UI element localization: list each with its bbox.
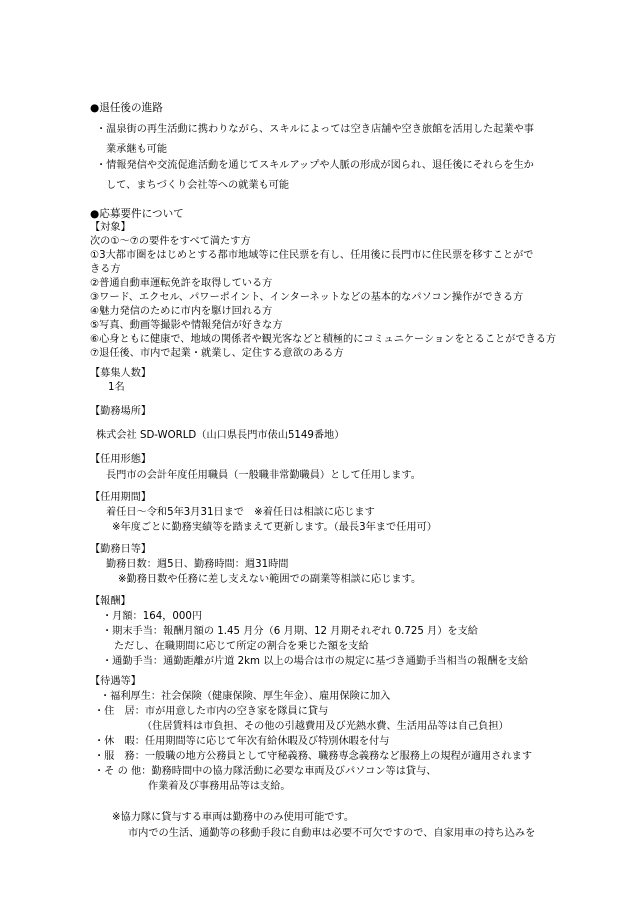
period-line-1: 着任日～令和5年3月31日まで ※着任日は相談に応じます [106, 507, 375, 518]
recruit-value: 1名 [108, 382, 125, 393]
note-line-1: ※協力隊に貸与する車両は勤務中のみ使用可能です。 [112, 812, 355, 823]
workdays-label: 【勤務日等】 [90, 544, 152, 555]
target-item: ⑥心身ともに健康で、地域の関係者や観光客などと積極的にコミュニケーションをとることができる方 [90, 334, 557, 345]
treatment-line-4: ・休 暇：任用期間等に応じて年次有給休暇及び特別休暇を付与 [94, 736, 390, 747]
target-intro: 次の①～⑦の要件をすべて満たす方 [90, 236, 251, 247]
treatment-line-3: （住居賃料は市負担、その他の引越費用及び光熱水費、生活用品等は自己負担） [142, 721, 509, 732]
pay-line-1: ・月額：164，000円 [102, 611, 203, 622]
treatment-label: 【待遇等】 [90, 676, 141, 687]
retirement-bullet-2-line-1: ・情報発信や交流促進活動を通じてスキルアップや人脈の形成が図られ、退任後にそれらを生か [96, 160, 534, 171]
pay-line-4: ・通勤手当：通勤距離が片道 2km 以上の場合は市の規定に基づき通勤手当相当の報酬を支給 [102, 656, 529, 667]
retirement-bullet-1-line-2: 業承継も可能 [106, 144, 168, 155]
form-label: 【任用形態】 [90, 454, 152, 465]
target-item: ②普通自動車運転免許を取得している方 [90, 278, 273, 289]
retirement-bullet-1-line-1: ・温泉街の再生活動に携わりながら、スキルによっては空き店舗や空き旅館を活用した起業や事 [96, 124, 534, 135]
requirements-heading: ●応募要件について [90, 208, 184, 220]
note-line-2: 市内での生活、通勤等の移動手段に自動車は必要不可欠ですので、自家用車の持ち込みを [128, 828, 536, 839]
retirement-heading: ●退任後の進路 [90, 102, 163, 114]
form-value: 長門市の会計年度任用職員（一般職非常勤職員）として任用します。 [106, 470, 421, 481]
period-label: 【任用期間】 [90, 492, 152, 503]
workdays-line-1: 勤務日数：週5日、勤務時間：週31時間 [106, 559, 289, 570]
target-item: ①3大都市圏をはじめとする都市地域等に住民票を有し、任用後に長門市に住民票を移すことがで [90, 250, 534, 261]
pay-label: 【報酬】 [90, 596, 131, 607]
treatment-line-2: ・住 居：市が用意した市内の空き家を隊員に貸与 [94, 706, 329, 717]
target-item: ④魅力発信のために市内を駆け回れる方 [90, 306, 273, 317]
target-item: きる方 [90, 264, 121, 275]
workplace-value: 株式会社 SD-WORLD（山口県長門市俵山5149番地） [96, 430, 345, 441]
workdays-line-2: ※勤務日数や任務に差し支えない範囲での副業等相談に応じます。 [118, 574, 422, 585]
treatment-line-5: ・服 務：一般職の地方公務員として守秘義務、職務専念義務など服務上の規程が適用されます [94, 751, 533, 762]
treatment-line-1: ・福利厚生：社会保険（健康保険、厚生年金）、雇用保険に加入 [100, 691, 391, 702]
recruit-label: 【募集人数】 [90, 368, 152, 379]
pay-line-2: ・期末手当：報酬月額の 1.45 月分（6 月期、12 月期それぞれ 0.725 月）を支給 [102, 626, 478, 637]
retirement-bullet-2-line-2: して、まちづくり会社等への就業も可能 [106, 180, 290, 191]
target-item: ⑦退任後、市内で起業・就業し、定住する意欲のある方 [90, 348, 344, 359]
target-label: 【対象】 [90, 222, 131, 233]
target-item: ⑤写真、動画等撮影や情報発信が好きな方 [90, 320, 283, 331]
period-line-2: ※年度ごとに勤務実績等を踏まえて更新します。（最長3年まで任用可） [112, 522, 437, 533]
treatment-line-7: 作業着及び事務用品等は支給。 [148, 781, 291, 792]
workplace-label: 【勤務場所】 [90, 406, 152, 417]
pay-line-3: ただし、在職期間に応じて所定の割合を乗じた額を支給 [114, 641, 369, 652]
treatment-line-6: ・そ の 他：勤務時間中の協力隊活動に必要な車両及びパソコン等は貸与、 [94, 766, 437, 777]
target-item: ③ワード、エクセル、パワーポイント、インターネットなどの基本的なパソコン操作ができる方 [90, 292, 524, 303]
